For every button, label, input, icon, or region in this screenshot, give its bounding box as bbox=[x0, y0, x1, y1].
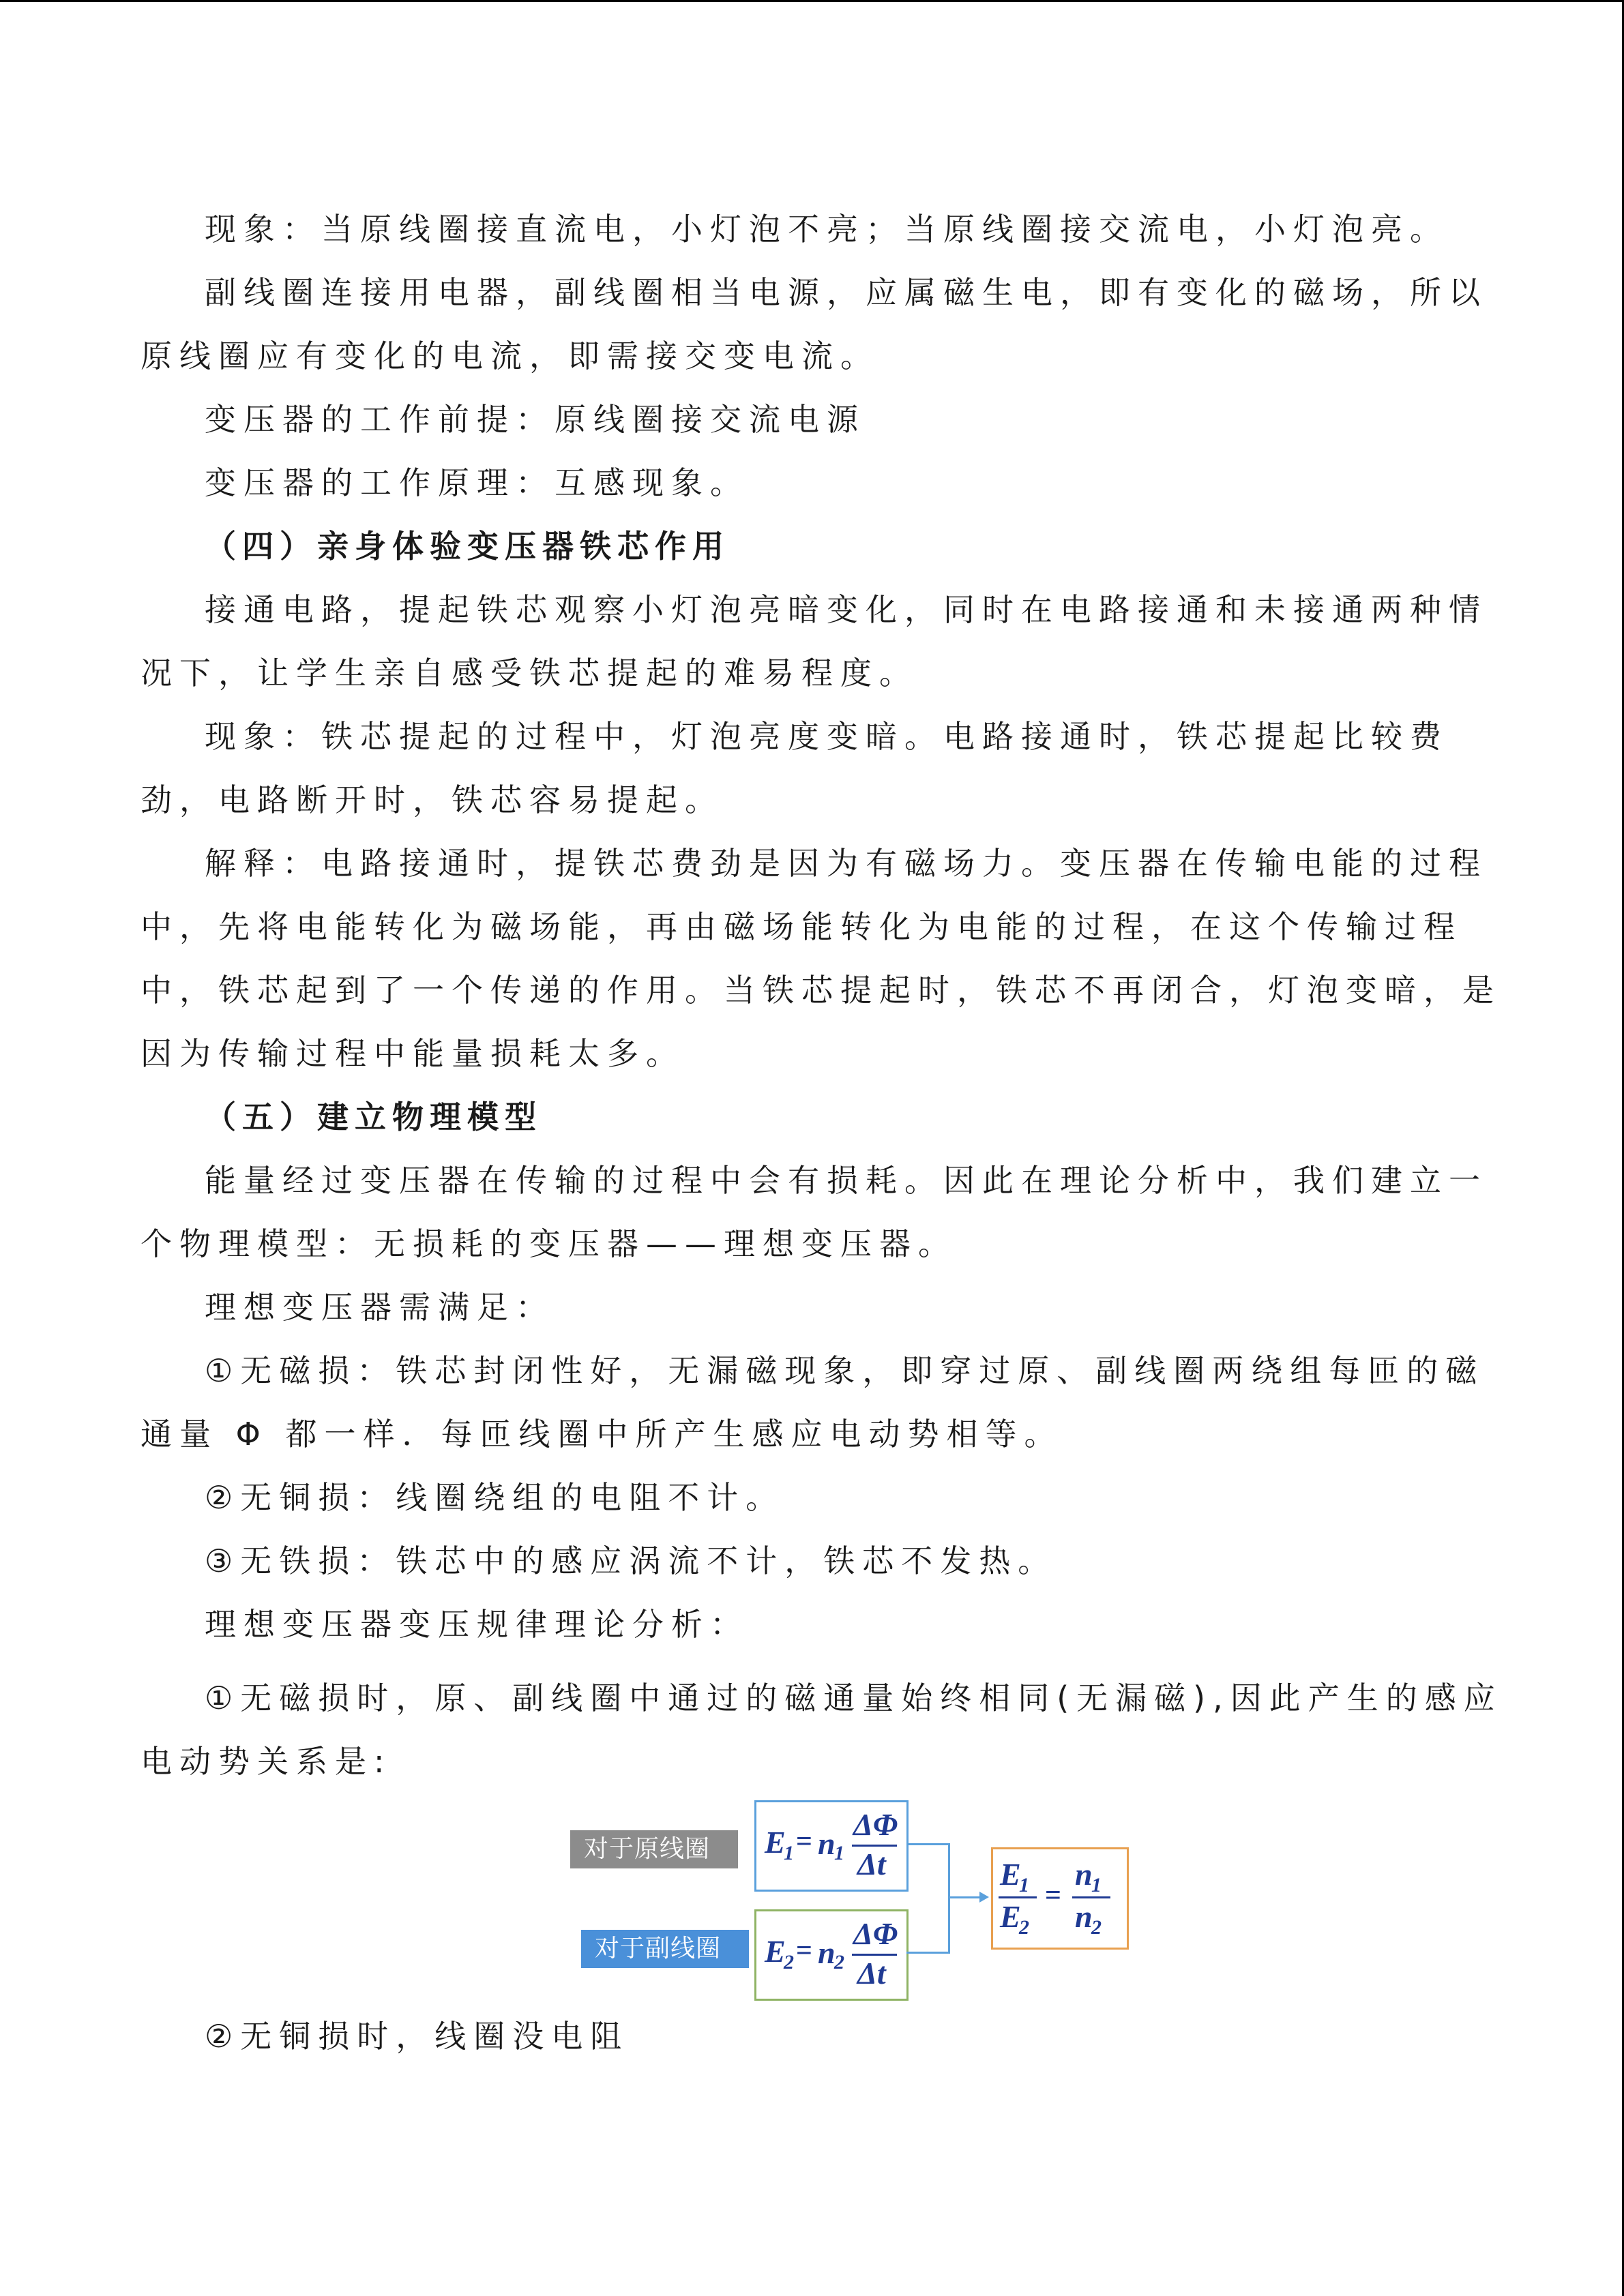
formula-secondary-emf bbox=[754, 1909, 909, 2001]
formula-subscript: 2 bbox=[834, 1951, 844, 1973]
paragraph-explanation-line3: 中，铁芯起到了一个传递的作用。当铁芯提起时，铁芯不再闭合，灯泡变暗，是 bbox=[141, 972, 1501, 1009]
paragraph-core-phenomenon-line1: 现象：铁芯提起的过程中，灯泡亮度变暗。电路接通时，铁芯提起比较费 bbox=[205, 718, 1449, 755]
formula-emf-ratio bbox=[991, 1847, 1129, 1950]
connector-line bbox=[906, 1843, 949, 1845]
paragraph-explanation-line2: 中，先将电能转化为磁场能，再由磁场能转化为电能的过程，在这个传输过程 bbox=[141, 908, 1462, 945]
formula-subscript: 2 bbox=[1019, 1916, 1029, 1939]
paragraph-emf-relation-line2: 电动势关系是: bbox=[141, 1743, 392, 1780]
formula-subscript: 1 bbox=[1091, 1874, 1102, 1896]
section-heading-four: （四）亲身体验变压器铁芯作用 bbox=[205, 528, 730, 565]
paragraph-theory-analysis: 理想变压器变压规律理论分析： bbox=[205, 1606, 749, 1643]
formula-symbol-n: n bbox=[818, 1826, 836, 1861]
formula-symbol-e: E bbox=[765, 1934, 786, 1969]
paragraph-emf-relation-line1: ①无磁损时，原、副线圈中通过的磁通量始终相同(无漏磁),因此产生的感应 bbox=[205, 1680, 1503, 1716]
paragraph-explanation-line4: 因为传输过程中能量损耗太多。 bbox=[141, 1035, 685, 1072]
arrow-head-icon bbox=[979, 1892, 989, 1903]
formula-subscript: 2 bbox=[784, 1951, 794, 1973]
paragraph-working-premise: 变压器的工作前提：原线圈接交流电源 bbox=[205, 401, 866, 438]
paragraph-no-magnetic-loss-line1: ①无磁损：铁芯封闭性好，无漏磁现象，即穿过原、副线圈两绕组每匝的磁 bbox=[205, 1352, 1485, 1389]
formula-delta-t: Δt bbox=[857, 1956, 886, 1991]
paragraph-no-magnetic-loss-line2: 通量 Φ 都一样．每匝线圈中所产生感应电动势相等。 bbox=[141, 1416, 1063, 1452]
label-primary-coil: 对于原线圈 bbox=[570, 1830, 738, 1868]
paragraph-working-principle: 变压器的工作原理：互感现象。 bbox=[205, 464, 749, 501]
paragraph-model-line1: 能量经过变压器在传输的过程中会有损耗。因此在理论分析中，我们建立一 bbox=[205, 1162, 1488, 1199]
formula-symbol-n: n bbox=[1075, 1857, 1093, 1892]
formula-subscript: 1 bbox=[834, 1842, 844, 1864]
paragraph-core-phenomenon-line2: 劲，电路断开时，铁芯容易提起。 bbox=[141, 781, 724, 818]
formula-subscript: 1 bbox=[784, 1842, 794, 1864]
section-heading-five: （五）建立物理模型 bbox=[205, 1099, 542, 1135]
paragraph-secondary-coil-line2: 原线圈应有变化的电流，即需接交变电流。 bbox=[141, 338, 879, 374]
connector-arrow-shaft bbox=[948, 1896, 982, 1898]
formula-equals: = bbox=[796, 1826, 812, 1858]
formula-symbol-e: E bbox=[1000, 1857, 1021, 1892]
formula-delta-phi: ΔΦ bbox=[853, 1916, 898, 1951]
formula-symbol-n: n bbox=[818, 1935, 836, 1970]
paragraph-no-copper-loss-analysis: ②无铜损时，线圈没电阻 bbox=[205, 2018, 630, 2055]
connector-line bbox=[948, 1843, 950, 1954]
paragraph-model-line2: 个物理模型：无损耗的变压器——理想变压器。 bbox=[141, 1225, 957, 1262]
paragraph-secondary-coil-line1: 副线圈连接用电器，副线圈相当电源，应属磁生电，即有变化的磁场，所以 bbox=[205, 274, 1488, 311]
formula-symbol-e: E bbox=[1000, 1899, 1021, 1934]
paragraph-ideal-conditions: 理想变压器需满足： bbox=[205, 1289, 555, 1326]
label-secondary-coil: 对于副线圈 bbox=[581, 1930, 749, 1968]
formula-subscript: 1 bbox=[1019, 1874, 1029, 1896]
formula-delta-phi: ΔΦ bbox=[853, 1807, 898, 1842]
formula-symbol-e: E bbox=[765, 1825, 786, 1860]
paragraph-experiment-line2: 况下，让学生亲自感受铁芯提起的难易程度。 bbox=[141, 655, 918, 691]
formula-delta-t: Δt bbox=[857, 1847, 886, 1881]
page-top-border bbox=[0, 0, 1624, 2]
paragraph-no-iron-loss: ③无铁损：铁芯中的感应涡流不计，铁芯不发热。 bbox=[205, 1542, 1057, 1579]
formula-primary-emf bbox=[754, 1800, 909, 1892]
paragraph-experiment-line1: 接通电路，提起铁芯观察小灯泡亮暗变化，同时在电路接通和未接通两种情 bbox=[205, 591, 1488, 628]
paragraph-phenomenon: 现象：当原线圈接直流电，小灯泡不亮；当原线圈接交流电，小灯泡亮。 bbox=[205, 211, 1449, 248]
connector-line bbox=[906, 1952, 949, 1954]
paragraph-explanation-line1: 解释：电路接通时，提铁芯费劲是因为有磁场力。变压器在传输电能的过程 bbox=[205, 845, 1488, 882]
formula-subscript: 2 bbox=[1091, 1916, 1102, 1939]
formula-symbol-n: n bbox=[1075, 1899, 1093, 1934]
formula-equals: = bbox=[796, 1935, 812, 1967]
paragraph-no-copper-loss: ②无铜损：线圈绕组的电阻不计。 bbox=[205, 1479, 785, 1516]
formula-equals: = bbox=[1045, 1880, 1061, 1911]
